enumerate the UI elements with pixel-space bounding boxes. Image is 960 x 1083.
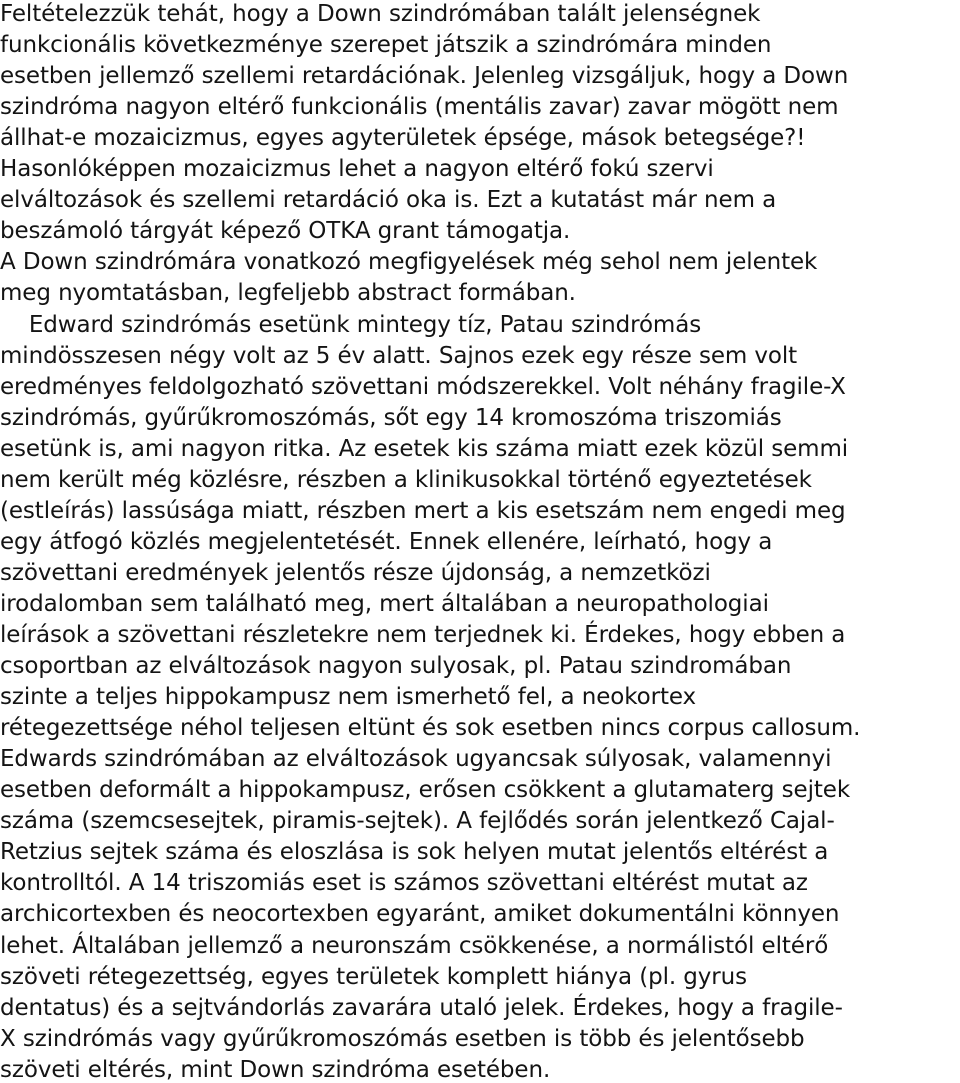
text-line: szöveti rétegezettség, egyes területek komplett hiánya (pl. gyrus [0,963,748,990]
text-line: Edward szindrómás esetünk mintegy tíz, Patau szindrómás [0,311,702,338]
text-line: szöveti eltérés, mint Down szindróma esetében. [0,1056,551,1083]
text-line: esetben jellemző szellemi retardációnak. Jelenleg vizsgáljuk, hogy a Down [0,63,849,90]
text-line: meg nyomtatásban, legfeljebb abstract formában. [0,280,576,307]
text-line: csoportban az elváltozások nagyon sulyosak, pl. Patau szindromában [0,653,792,680]
text-line: kontrolltól. A 14 triszomiás eset is számos szövettani eltérést mutat az [0,870,808,897]
text-line: archicortexben és neocortexben egyaránt, amiket dokumentálni könnyen [0,901,840,928]
text-line: eredményes feldolgozható szövettani módszerekkel. Volt néhány fragile-X [0,373,846,400]
text-line: Edwards szindrómában az elváltozások ugyancsak súlyosak, valamennyi [0,746,832,773]
text-line: mindösszesen négy volt az 5 év alatt. Sajnos ezek egy része sem volt [0,342,798,369]
text-line: lehet. Általában jellemző a neuronszám csökkenése, a normálistól eltérő [0,932,829,959]
text-line: rétegezettsége néhol teljesen eltünt és sok esetben nincs corpus callosum. [0,715,861,742]
text-line: esetünk is, ami nagyon ritka. Az esetek kis száma miatt ezek közül semmi [0,435,849,462]
text-line: dentatus) és a sejtvándorlás zavarára utaló jelek. Érdekes, hogy a fragile- [0,994,843,1021]
text-line: nem került még közlésre, részben a klinikusokkal történő egyeztetések [0,466,812,493]
text-line: beszámoló tárgyát képező OTKA grant támogatja. [0,218,571,245]
text-line: (estleírás) lassúsága miatt, részben mert a kis esetszám nem engedi meg [0,497,846,524]
text-line: egy átfogó közlés megjelentetését. Ennek ellenére, leírható, hogy a [0,528,773,555]
text-line: szindróma nagyon eltérő funkcionális (mentális zavar) zavar mögött nem [0,94,839,121]
text-line: Hasonlóképpen mozaicizmus lehet a nagyon eltérő fokú szervi [0,156,714,183]
text-line: szinte a teljes hippokampusz nem ismerhető fel, a neokortex [0,684,697,711]
text-line: állhat-e mozaicizmus, egyes agyterületek épsége, mások betegsége?! [0,125,806,152]
text-line: elváltozások és szellemi retardáció oka is. Ezt a kutatást már nem a [0,187,777,214]
text-line: funkcionális következménye szerepet játszik a szindrómára minden [0,32,772,59]
text-line: leírások a szövettani részletekre nem terjednek ki. Érdekes, hogy ebben a [0,622,846,648]
text-line: szindrómás, gyűrűkromoszómás, sőt egy 14 kromoszóma triszomiás [0,404,782,431]
text-line: Retzius sejtek száma és eloszlása is sok helyen mutat jelentős eltérést a [0,839,829,866]
text-line: Feltételezzük tehát, hogy a Down szindrómában talált jelenségnek [0,1,761,27]
text-line: X szindrómás vagy gyűrűkromoszómás esetben is több és jelentősebb [0,1025,805,1052]
text-line: irodalomban sem található meg, mert általában a neuropathologiai [0,590,769,617]
text-line: A Down szindrómára vonatkozó megfigyelések még sehol nem jelentek [0,249,818,276]
text-line: szövettani eredmények jelentős része újdonság, a nemzetközi [0,559,711,586]
text-line: száma (szemcsesejtek, piramis-sejtek). A fejlődés során jelentkező Cajal- [0,808,835,835]
text-line: esetben deformált a hippokampusz, erősen csökkent a glutamaterg sejtek [0,777,851,804]
